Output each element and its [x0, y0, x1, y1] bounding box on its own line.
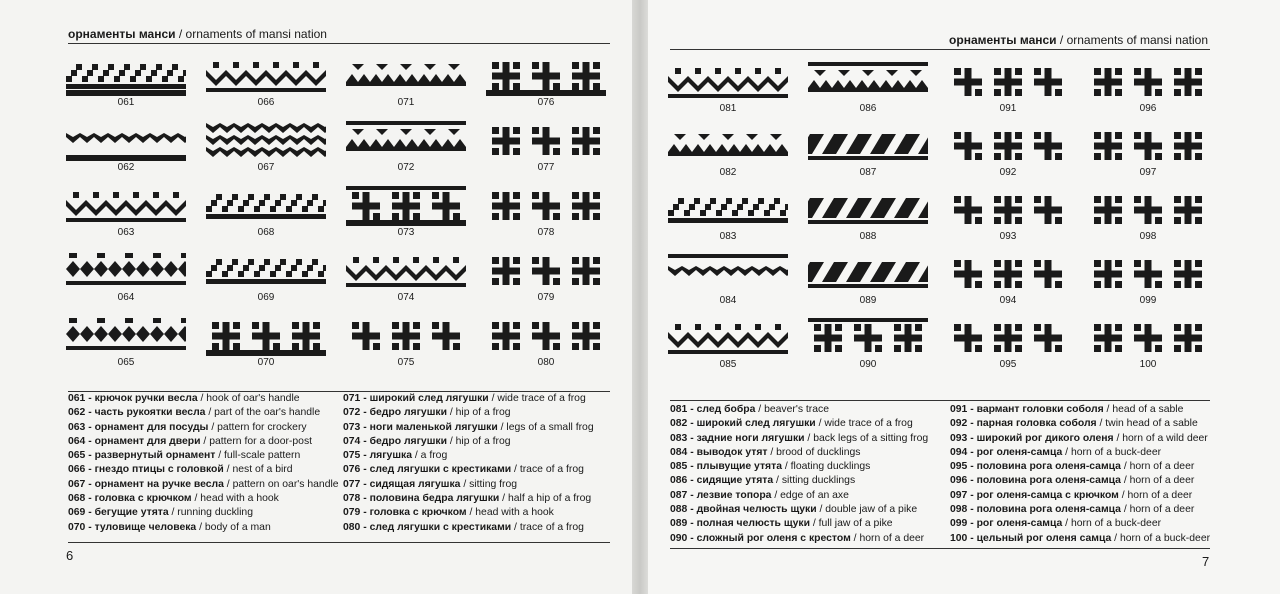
caption-en: double jaw of a pike: [825, 504, 918, 516]
ornament-063: [66, 186, 186, 238]
caption-ru: 099 - рог оленя-самца: [950, 518, 1063, 530]
caption-en: part of the oar's handle: [214, 407, 321, 419]
ornament-number: 063: [117, 227, 135, 238]
caption-en: horn of a deer: [1129, 461, 1195, 473]
caption-row: 075 - лягушка / a frog: [343, 450, 448, 462]
ornament-pattern: [668, 190, 788, 230]
caption-row: 092 - парная головка соболя / twin head of a sable: [950, 418, 1198, 430]
caption-en: head of a sable: [1112, 404, 1184, 415]
ornament-087: [808, 126, 928, 178]
ornament-071: [346, 56, 466, 108]
ornament-number: 078: [537, 227, 555, 238]
ornament-number: 070: [257, 357, 275, 368]
caption-ru: 091 - вармант головки соболя: [950, 404, 1104, 415]
ornament-pattern: [808, 190, 928, 230]
caption-en: horn of a deer: [1127, 489, 1193, 501]
caption-ru: 096 - половина рога оленя-самца: [950, 475, 1121, 487]
caption-en: horn of a deer: [1129, 475, 1195, 487]
caption-en: twin head of a sable: [1105, 418, 1198, 430]
ornament-082: [668, 126, 788, 178]
ornament-pattern: [948, 62, 1068, 102]
ornament-pattern: [66, 316, 186, 356]
caption-ru: 097 - рог оленя-самца с крючком: [950, 489, 1119, 501]
ornament-pattern: [346, 121, 466, 161]
ornament-069: [206, 251, 326, 303]
caption-row: 082 - широкий след лягушки / wide trace of a frog: [670, 418, 913, 430]
ornament-number: 093: [999, 231, 1017, 242]
ornament-number: 065: [117, 357, 135, 368]
caption-ru: 066 - гнездо птицы с головкой: [68, 464, 224, 476]
caption-en: horn of a buck-deer: [1070, 446, 1162, 458]
caption-row: 070 - туловище человека / body of a man: [68, 521, 271, 533]
caption-row: 093 - широкий рог дикого оленя / horn of a wild deer: [950, 432, 1208, 444]
caption-ru: 080 - след лягушки с крестиками: [343, 521, 512, 533]
ornament-061: [66, 56, 186, 108]
ornament-pattern: [66, 121, 186, 161]
caption-ru: 067 - орнамент на ручке весла: [68, 478, 224, 490]
ornament-pattern: [486, 316, 606, 356]
ornament-number: 097: [1139, 167, 1157, 178]
caption-en: hip of a frog: [455, 407, 511, 419]
caption-row: 095 - половина рога оленя-самца / horn of a deer: [950, 461, 1195, 473]
caption-en: hook of oar's handle: [206, 393, 300, 404]
footer-rule: [68, 542, 610, 543]
caption-ru: 090 - сложный рог оленя с крестом: [670, 532, 851, 544]
caption-row: 087 - лезвие топора / edge of an axe: [670, 489, 849, 501]
page-header: орнаменты манси / ornaments of mansi nation: [68, 27, 327, 41]
caption-ru: 088 - двойная челюсть щуки: [670, 504, 817, 516]
ornament-084: [668, 254, 788, 306]
footer-rule: [670, 548, 1210, 549]
ornament-number: 094: [999, 295, 1017, 306]
ornament-089: [808, 254, 928, 306]
ornament-070: [206, 316, 326, 368]
page-header: орнаменты манси / ornaments of mansi nation: [949, 33, 1208, 47]
ornament-064: [66, 251, 186, 303]
caption-ru: 062 - часть рукоятки весла: [68, 407, 206, 419]
ornament-pattern: [66, 56, 186, 96]
caption-en: pattern for a door-post: [209, 435, 313, 447]
caption-ru: 100 - цельный рог оленя самца: [950, 532, 1112, 544]
ornament-number: 092: [999, 167, 1017, 178]
ornament-number: 100: [1139, 359, 1157, 370]
ornament-pattern: [948, 190, 1068, 230]
caption-en: sitting frog: [469, 478, 518, 490]
ornament-number: 061: [117, 97, 135, 108]
ornament-098: [1088, 190, 1208, 242]
ornament-pattern: [1088, 190, 1208, 230]
ornament-number: 077: [537, 162, 555, 173]
ornament-number: 074: [397, 292, 415, 303]
ornament-085: [668, 318, 788, 370]
ornament-pattern: [1088, 318, 1208, 358]
ornament-081: [668, 62, 788, 114]
ornament-number: 079: [537, 292, 555, 303]
ornament-088: [808, 190, 928, 242]
ornament-number: 082: [719, 167, 737, 178]
ornament-068: [206, 186, 326, 238]
ornament-number: 067: [257, 162, 275, 173]
ornament-pattern: [668, 254, 788, 294]
caption-ru: 065 - развернутый орнамент: [68, 450, 216, 462]
caption-row: 099 - рог оленя-самца / horn of a buck-deer: [950, 518, 1162, 530]
ornament-090: [808, 318, 928, 370]
ornament-number: 075: [397, 357, 415, 368]
ornament-065: [66, 316, 186, 368]
caption-ru: 093 - широкий рог дикого оленя: [950, 432, 1114, 444]
ornament-pattern: [206, 186, 326, 226]
caption-ru: 085 - плывущие утята: [670, 461, 782, 473]
caption-rule: [670, 400, 1210, 401]
caption-en: horn of a deer: [859, 532, 925, 544]
ornament-number: 083: [719, 231, 737, 242]
caption-en: edge of an axe: [780, 489, 849, 501]
ornament-number: 072: [397, 162, 415, 173]
ornament-number: 099: [1139, 295, 1157, 306]
book-gutter: [632, 0, 648, 594]
ornament-pattern: [1088, 126, 1208, 166]
ornament-number: 085: [719, 359, 737, 370]
ornament-062: [66, 121, 186, 173]
ornament-076: [486, 56, 606, 108]
caption-row: 080 - след лягушки с крестиками / trace of a frog: [343, 521, 584, 533]
caption-en: body of a man: [204, 521, 271, 533]
caption-ru: 076 - след лягушки с крестиками: [343, 464, 512, 476]
ornament-077: [486, 121, 606, 173]
caption-en: horn of a wild deer: [1122, 432, 1208, 444]
ornament-pattern: [206, 251, 326, 291]
caption-ru: 063 - орнамент для посуды: [68, 421, 209, 433]
ornament-number: 087: [859, 167, 877, 178]
caption-en: a frog: [420, 450, 448, 462]
header-ru: орнаменты манси: [949, 33, 1057, 47]
ornament-072: [346, 121, 466, 173]
caption-ru: 074 - бедро лягушки: [343, 435, 447, 447]
ornament-094: [948, 254, 1068, 306]
ornament-pattern: [808, 254, 928, 294]
caption-ru: 079 - головка с крючком: [343, 507, 467, 519]
ornament-pattern: [1088, 62, 1208, 102]
ornament-number: 080: [537, 357, 555, 368]
caption-en: full jaw of a pike: [818, 518, 893, 530]
caption-en: floating ducklings: [790, 461, 871, 473]
caption-ru: 098 - половина рога оленя-самца: [950, 504, 1121, 516]
caption-row: 065 - развернутый орнамент / full-scale pattern: [68, 450, 301, 462]
caption-ru: 089 - полная челюсть щуки: [670, 518, 810, 530]
ornament-number: 089: [859, 295, 877, 306]
caption-ru: 064 - орнамент для двери: [68, 435, 201, 447]
caption-en: half a hip of a frog: [507, 493, 592, 505]
caption-en: horn of a buck-deer: [1070, 518, 1162, 530]
caption-en: brood of ducklings: [776, 446, 861, 458]
caption-row: 098 - половина рога оленя-самца / horn of a deer: [950, 504, 1195, 516]
left-page: [0, 0, 632, 594]
ornament-096: [1088, 62, 1208, 114]
caption-row: 072 - бедро лягушки / hip of a frog: [343, 407, 511, 419]
caption-row: 096 - половина рога оленя-самца / horn of a deer: [950, 475, 1195, 487]
ornament-078: [486, 186, 606, 238]
ornament-number: 091: [999, 103, 1017, 114]
caption-row: 091 - вармант головки соболя / head of a sable: [950, 404, 1184, 415]
ornament-number: 066: [257, 97, 275, 108]
caption-en: nest of a bird: [232, 464, 293, 476]
caption-row: 063 - орнамент для посуды / pattern for crockery: [68, 421, 307, 433]
ornament-095: [948, 318, 1068, 370]
ornament-pattern: [808, 318, 928, 358]
ornament-080: [486, 316, 606, 368]
ornament-pattern: [486, 186, 606, 226]
caption-row: 083 - задние ноги лягушки / back legs of a sitting frog: [670, 432, 929, 444]
ornament-066: [206, 56, 326, 108]
ornament-pattern: [206, 316, 326, 356]
page-number: 7: [1202, 554, 1210, 569]
ornament-number: 069: [257, 292, 275, 303]
caption-en: horn of a buck-deer: [1119, 532, 1211, 544]
ornament-number: 076: [537, 97, 555, 108]
caption-row: 097 - рог оленя-самца с крючком / horn of a deer: [950, 489, 1193, 501]
caption-en: beaver's trace: [764, 404, 829, 415]
caption-en: running duckling: [177, 507, 253, 519]
header-rule: [670, 49, 1210, 50]
ornament-099: [1088, 254, 1208, 306]
ornament-pattern: [206, 121, 326, 161]
ornament-092: [948, 126, 1068, 178]
ornament-pattern: [206, 56, 326, 96]
ornament-number: 086: [859, 103, 877, 114]
caption-row: 084 - выводок утят / brood of ducklings: [670, 446, 861, 458]
caption-ru: 083 - задние ноги лягушки: [670, 432, 805, 444]
ornament-pattern: [346, 251, 466, 291]
caption-row: 086 - сидящие утята / sitting ducklings: [670, 475, 856, 487]
ornament-pattern: [948, 254, 1068, 294]
ornament-083: [668, 190, 788, 242]
caption-row: 085 - плывущие утята / floating ducklings: [670, 461, 871, 473]
ornament-pattern: [1088, 254, 1208, 294]
header-en: ornaments of mansi nation: [1066, 33, 1208, 47]
caption-en: legs of a small frog: [506, 421, 594, 433]
caption-en: wide trace of a frog: [824, 418, 913, 430]
ornament-number: 088: [859, 231, 877, 242]
caption-ru: 075 - лягушка: [343, 450, 412, 462]
caption-en: trace of a frog: [519, 521, 584, 533]
ornament-number: 073: [397, 227, 415, 238]
ornament-number: 071: [397, 97, 415, 108]
ornament-number: 064: [117, 292, 135, 303]
ornament-pattern: [66, 251, 186, 291]
ornament-073: [346, 186, 466, 238]
caption-en: wide trace of a frog: [497, 393, 586, 404]
caption-en: sitting ducklings: [781, 475, 856, 487]
caption-en: hip of a frog: [455, 435, 511, 447]
caption-ru: 087 - лезвие топора: [670, 489, 772, 501]
caption-row: 088 - двойная челюсть щуки / double jaw of a pike: [670, 504, 918, 516]
ornament-pattern: [66, 186, 186, 226]
ornament-pattern: [346, 316, 466, 356]
caption-en: trace of a frog: [519, 464, 584, 476]
ornament-075: [346, 316, 466, 368]
caption-column-2: [950, 403, 1210, 546]
caption-column-1: [670, 403, 928, 546]
header-rule: [68, 43, 610, 44]
caption-row: 078 - половина бедра лягушки / half a hip of a frog: [343, 493, 592, 505]
caption-row: 073 - ноги маленькой лягушки / legs of a small frog: [343, 421, 594, 433]
ornament-pattern: [808, 62, 928, 102]
caption-ru: 078 - половина бедра лягушки: [343, 493, 500, 505]
ornament-number: 098: [1139, 231, 1157, 242]
ornament-pattern: [346, 186, 466, 226]
ornament-number: 090: [859, 359, 877, 370]
caption-row: 094 - рог оленя-самца / horn of a buck-deer: [950, 446, 1162, 458]
caption-ru: 070 - туловище человека: [68, 521, 197, 533]
ornament-pattern: [346, 56, 466, 96]
caption-en: full-scale pattern: [224, 450, 301, 462]
ornament-091: [948, 62, 1068, 114]
caption-row: 068 - головка с крючком / head with a hook: [68, 493, 279, 505]
ornament-number: 096: [1139, 103, 1157, 114]
caption-row: 076 - след лягушки с крестиками / trace of a frog: [343, 464, 584, 476]
page-number: 6: [66, 548, 74, 563]
caption-ru: 072 - бедро лягушки: [343, 407, 447, 419]
caption-row: 074 - бедро лягушки / hip of a frog: [343, 435, 511, 447]
caption-column-1: [68, 392, 339, 535]
caption-column-2: [343, 392, 594, 535]
caption-ru: 092 - парная головка соболя: [950, 418, 1097, 430]
caption-ru: 061 - крючок ручки весла: [68, 393, 198, 404]
caption-row: 062 - часть рукоятки весла / part of the oar's handle: [68, 407, 321, 419]
caption-en: head with a hook: [475, 507, 554, 519]
ornament-pattern: [668, 62, 788, 102]
ornament-pattern: [808, 126, 928, 166]
caption-ru: 094 - рог оленя-самца: [950, 446, 1063, 458]
caption-row: 090 - сложный рог оленя с крестом / horn of a deer: [670, 532, 925, 544]
ornament-pattern: [668, 126, 788, 166]
caption-en: pattern for crockery: [217, 421, 307, 433]
ornament-pattern: [668, 318, 788, 358]
ornament-pattern: [486, 121, 606, 161]
ornament-number: 081: [719, 103, 737, 114]
ornament-number: 068: [257, 227, 275, 238]
caption-ru: 077 - сидящая лягушка: [343, 478, 461, 490]
ornament-pattern: [486, 251, 606, 291]
caption-en: horn of a deer: [1129, 504, 1195, 516]
ornament-086: [808, 62, 928, 114]
ornament-097: [1088, 126, 1208, 178]
ornament-number: 095: [999, 359, 1017, 370]
caption-row: 089 - полная челюсть щуки / full jaw of a pike: [670, 518, 893, 530]
ornament-number: 084: [719, 295, 737, 306]
header-en: ornaments of mansi nation: [185, 27, 327, 41]
caption-row: 069 - бегущие утята / running duckling: [68, 507, 253, 519]
caption-ru: 084 - выводок утят: [670, 446, 768, 458]
caption-row: 100 - цельный рог оленя самца / horn of a buck-deer: [950, 532, 1211, 544]
caption-en: head with a hook: [200, 493, 279, 505]
header-ru: орнаменты манси: [68, 27, 176, 41]
caption-ru: 095 - половина рога оленя-самца: [950, 461, 1121, 473]
caption-en: back legs of a sitting frog: [813, 432, 929, 444]
caption-row: 061 - крючок ручки весла / hook of oar's handle: [68, 393, 300, 404]
right-page: [648, 0, 1280, 594]
ornament-pattern: [948, 318, 1068, 358]
caption-ru: 082 - широкий след лягушки: [670, 418, 816, 430]
ornament-079: [486, 251, 606, 303]
ornament-number: 062: [117, 162, 135, 173]
caption-row: 077 - сидящая лягушка / sitting frog: [343, 478, 518, 490]
ornament-100: [1088, 318, 1208, 370]
caption-row: 066 - гнездо птицы с головкой / nest of a bird: [68, 464, 293, 476]
ornament-067: [206, 121, 326, 173]
caption-ru: 068 - головка с крючком: [68, 493, 192, 505]
ornament-074: [346, 251, 466, 303]
caption-ru: 073 - ноги маленькой лягушки: [343, 421, 498, 433]
caption-ru: 081 - след бобра: [670, 404, 756, 415]
ornament-pattern: [486, 56, 606, 96]
caption-ru: 071 - широкий след лягушки: [343, 393, 489, 404]
caption-en: pattern on oar's handle: [232, 478, 339, 490]
caption-row: 067 - орнамент на ручке весла / pattern on oar's handle: [68, 478, 339, 490]
caption-ru: 086 - сидящие утята: [670, 475, 774, 487]
caption-row: 071 - широкий след лягушки / wide trace of a frog: [343, 393, 586, 404]
ornament-093: [948, 190, 1068, 242]
caption-row: 064 - орнамент для двери / pattern for a door-post: [68, 435, 313, 447]
caption-row: 081 - след бобра / beaver's trace: [670, 404, 829, 415]
ornament-pattern: [948, 126, 1068, 166]
caption-row: 079 - головка с крючком / head with a hook: [343, 507, 554, 519]
caption-ru: 069 - бегущие утята: [68, 507, 169, 519]
